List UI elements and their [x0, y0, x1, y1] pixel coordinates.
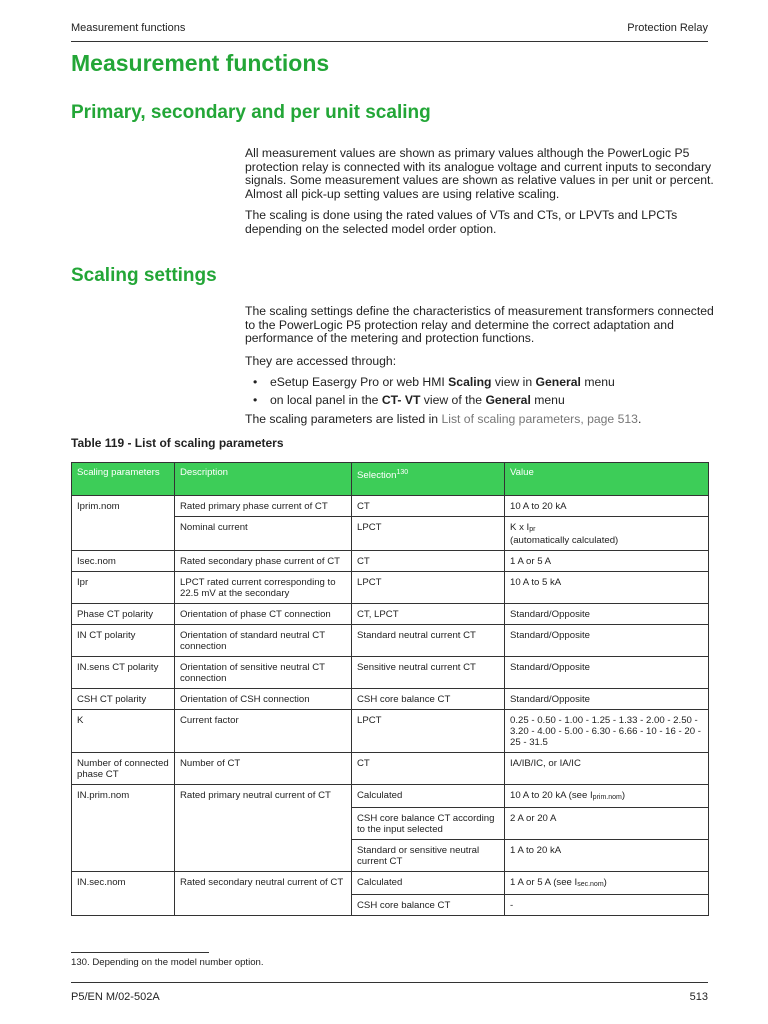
table-header-row [72, 463, 709, 496]
column-header-value: Value [505, 463, 709, 496]
table-row [72, 572, 709, 604]
access-list-item-local-panel: • on local panel in the CT- VT view of the General menu [245, 391, 615, 409]
table-row [72, 625, 709, 657]
footer-document-code: P5/EN M/02-502A [71, 991, 160, 1003]
header-product-name: Protection Relay [627, 22, 708, 34]
cell-value: 1 A or 5 A (see $I_{sec.nom}$) [505, 872, 709, 895]
page-title: Measurement functions [71, 50, 330, 76]
cell-value: Standard/Opposite [505, 604, 709, 625]
cell-selection: CT [352, 551, 505, 572]
cell-parameter: Number of connected phase CT [72, 753, 175, 785]
section-heading-scaling-settings: Scaling settings [71, 265, 217, 286]
cell-description: Rated primary phase current of CT [175, 496, 352, 517]
cell-parameter: IN.sens CT polarity [72, 657, 175, 689]
cell-value: 10 A to 20 kA (see $I_{prim.nom}$) [505, 785, 709, 808]
cell-selection: CT, LPCT [352, 604, 505, 625]
table-row [72, 872, 709, 895]
cell-selection: Standard or sensitive neutral current CT [352, 840, 505, 872]
cell-description: Nominal current [175, 517, 352, 551]
column-header-parameter: Scaling parameters [72, 463, 175, 496]
scaling-parameters-table [71, 462, 709, 916]
cell-selection: CSH core balance CT [352, 895, 505, 916]
cell-selection: Calculated [352, 785, 505, 808]
table-row [72, 689, 709, 710]
cell-description: Rated primary neutral current of CT [175, 785, 352, 872]
cell-selection: Calculated [352, 872, 505, 895]
cell-selection: CT [352, 496, 505, 517]
cell-value: - [505, 895, 709, 916]
cell-value: 10 A to 5 kA [505, 572, 709, 604]
cell-selection: LPCT [352, 517, 505, 551]
cell-value: IA/IB/IC, or IA/IC [505, 753, 709, 785]
paragraph-measurement-values: All measurement values are shown as primary values although the PowerLogic P5 protection relay is connected with its analogue voltage and current inputs to secondary signals. Some measurement values are shown as relative values in per unit or percent. Almost all pick-up setting values are using relative scaling. [245, 146, 714, 201]
table-row [72, 496, 709, 517]
header-divider [71, 41, 708, 42]
header-section-title: Measurement functions [71, 22, 186, 34]
cell-parameter: IN.sec.nom [72, 872, 175, 916]
cell-parameter: IN.prim.nom [72, 785, 175, 872]
footer-page-number: 513 [689, 991, 708, 1003]
cell-parameter: Isec.nom [72, 551, 175, 572]
cell-description: Number of CT [175, 753, 352, 785]
footnote-divider [71, 952, 209, 953]
cell-value: Standard/Opposite [505, 657, 709, 689]
cell-value: 1 A or 5 A [505, 551, 709, 572]
cell-selection: CT [352, 753, 505, 785]
paragraph-scaling-method: The scaling is done using the rated values of VTs and CTs, or LPVTs and LPCTs depending on the selected model order option. [245, 208, 678, 236]
cell-parameter: IN CT polarity [72, 625, 175, 657]
table-caption: Table 119 - List of scaling parameters [71, 436, 284, 450]
cell-selection: CSH core balance CT according to the input selected [352, 808, 505, 840]
table-row [72, 551, 709, 572]
cell-description: Orientation of phase CT connection [175, 604, 352, 625]
cell-description: Current factor [175, 710, 352, 753]
paragraph-table-reference: The scaling parameters are listed in List of scaling parameters, page 513. [245, 412, 642, 426]
cell-value: Standard/Opposite [505, 625, 709, 657]
page-header [71, 22, 708, 38]
cell-description: Orientation of sensitive neutral CT connection [175, 657, 352, 689]
cell-description: Rated secondary phase current of CT [175, 551, 352, 572]
cell-parameter: Ipr [72, 572, 175, 604]
cell-value: K x $I_{pr}$ (automatically calculated) [505, 517, 709, 551]
table-row [72, 710, 709, 753]
section-heading-scaling: Primary, secondary and per unit scaling [71, 102, 431, 123]
cell-value: Standard/Opposite [505, 689, 709, 710]
cell-value: 0.25 - 0.50 - 1.00 - 1.25 - 1.33 - 2.00 - 2.50 - 3.20 - 4.00 - 5.00 - 6.30 - 6.66 - 10 - 16 - 20 - 25 - 31.5 [505, 710, 709, 753]
column-header-description: Description [175, 463, 352, 496]
cell-value: 10 A to 20 kA [505, 496, 709, 517]
cell-parameter: Iprim.nom [72, 496, 175, 551]
cell-selection: CSH core balance CT [352, 689, 505, 710]
cell-selection: LPCT [352, 572, 505, 604]
cell-description: LPCT rated current corresponding to 22.5 mV at the secondary [175, 572, 352, 604]
cell-description: Orientation of CSH connection [175, 689, 352, 710]
cell-description: Rated secondary neutral current of CT [175, 872, 352, 916]
paragraph-accessed-through: They are accessed through: [245, 354, 397, 368]
footnote-text: 130. Depending on the model number option. [71, 957, 264, 968]
cell-selection: Sensitive neutral current CT [352, 657, 505, 689]
cell-parameter: CSH CT polarity [72, 689, 175, 710]
cell-selection: LPCT [352, 710, 505, 753]
access-list-item-esetup: • eSetup Easergy Pro or web HMI Scaling view in General menu [245, 373, 615, 391]
table-row [72, 604, 709, 625]
cell-selection: Standard neutral current CT [352, 625, 505, 657]
table-row [72, 785, 709, 808]
access-list [245, 373, 615, 409]
footer-divider [71, 982, 708, 983]
cell-value: 1 A to 20 kA [505, 840, 709, 872]
table-row [72, 753, 709, 785]
footnote-reference: 130 [396, 469, 409, 476]
table-reference-link[interactable]: List of scaling parameters, page 513 [441, 412, 638, 426]
column-header-selection: Selection$^{130}$ [352, 463, 505, 496]
cell-parameter: Phase CT polarity [72, 604, 175, 625]
paragraph-scaling-settings: The scaling settings define the characteristics of measurement transformers connected to the PowerLogic P5 protection relay and determine the correct adaptation and performance of the metering and protection functions. [245, 304, 714, 346]
cell-parameter: K [72, 710, 175, 753]
cell-value: 2 A or 20 A [505, 808, 709, 840]
table-row [72, 657, 709, 689]
cell-description: Orientation of standard neutral CT connection [175, 625, 352, 657]
